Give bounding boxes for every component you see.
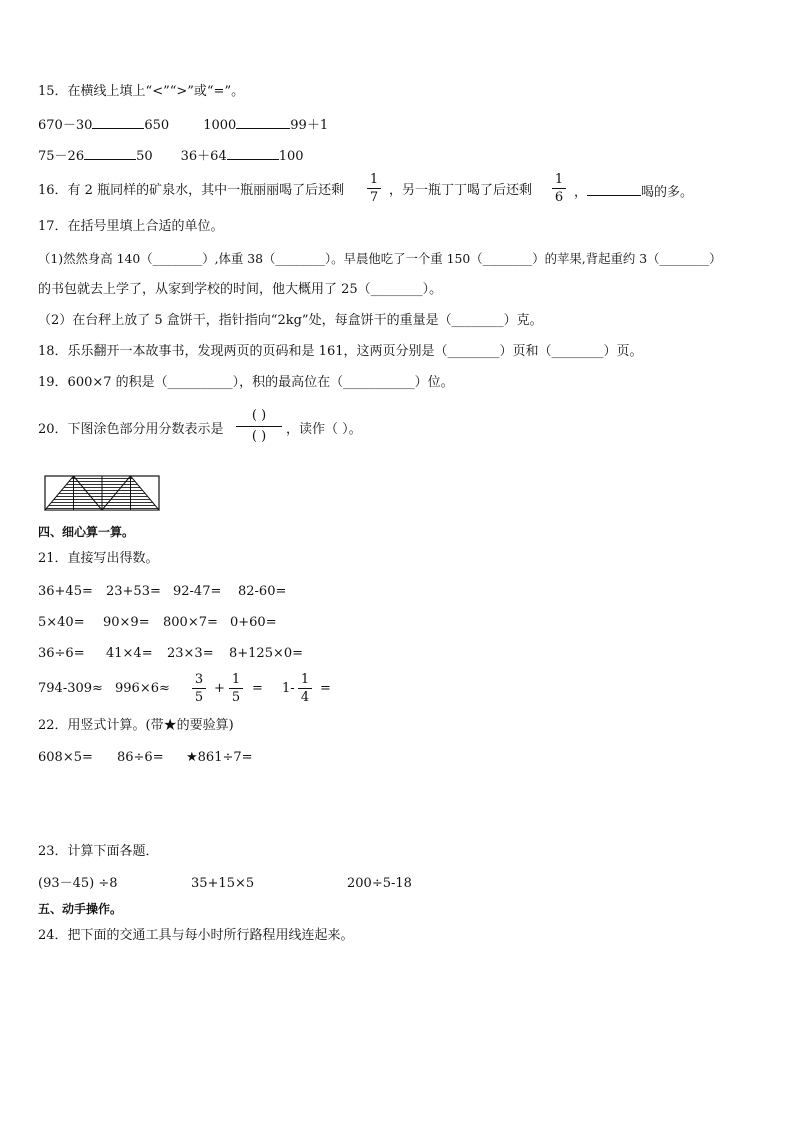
- calc-item: 35+15×5: [191, 876, 255, 891]
- calc-item: (93－45) ÷8: [38, 876, 118, 891]
- fraction-numerator: 1: [300, 672, 310, 687]
- q15-row1-a: 670－30: [38, 118, 93, 133]
- q16-fraction-2: [552, 172, 566, 205]
- calc-item: 23+53=: [106, 584, 161, 599]
- calc-item: 794-309≈: [38, 681, 103, 696]
- fraction-denominator: 4: [300, 690, 310, 705]
- q17-line3: （2）在台秤上放了 5 盒饼干，指针指向“2kg”处，每盒饼干的重量是（________）克。: [38, 313, 543, 328]
- plus-sign: +: [214, 681, 225, 696]
- fraction-denominator: 5: [194, 690, 204, 705]
- q16-text-cd: [574, 183, 693, 201]
- shaded-rectangle-figure: [44, 475, 160, 511]
- calc-item: 200÷5-18: [347, 876, 412, 891]
- q15-row1-d: 99＋1: [290, 118, 329, 133]
- q16-fraction-1: [367, 172, 381, 205]
- fraction-bar: [229, 688, 243, 689]
- fraction-denominator-paren: ( ): [251, 429, 267, 444]
- calc-item: 92-47=: [173, 584, 222, 599]
- q21-title: 21．直接写出得数。: [38, 551, 159, 566]
- q20-answer-fraction[interactable]: [236, 408, 282, 445]
- q15-row1-b: 650: [144, 118, 170, 133]
- section5-title: 五、动手操作。: [38, 902, 123, 916]
- fraction-bar: [367, 188, 381, 189]
- q17-line2: 的书包就去上学了，从家到学校的时间，他大概用了 25（________）。: [38, 282, 443, 297]
- q15-row2-d: 100: [278, 149, 304, 164]
- calc-item: 996×6≈: [115, 681, 170, 696]
- q19-text: 19．600×7 的积是（__________），积的最高位在（___________）位。: [38, 375, 454, 390]
- q15-row1: [38, 116, 328, 134]
- calc-item: 0+60=: [230, 615, 277, 630]
- q15-title: 15．在横线上填上“<”“>”或“=”。: [38, 84, 245, 99]
- fraction-numerator-paren: ( ): [251, 408, 267, 423]
- calc-item: 5×40=: [38, 615, 85, 630]
- fraction-numerator: 1: [369, 172, 379, 187]
- fraction-numerator: 1: [231, 672, 241, 687]
- q15-row2-c: 36＋64: [180, 149, 227, 164]
- q21-fraction-1-4: [298, 672, 312, 705]
- equals-sign: =: [320, 681, 331, 696]
- fraction-bar: [552, 188, 566, 189]
- fraction-denominator: 5: [231, 690, 241, 705]
- minus-prefix: 1-: [282, 681, 295, 696]
- fraction-bar: [192, 688, 206, 689]
- fraction-numerator: 3: [194, 672, 204, 687]
- fraction-bar: [236, 426, 282, 427]
- q17-line1: （1)然然身高 140（________）,体重 38（________）。早晨他吃了一个重 150（________）的苹果,背起重约 3（________）: [38, 251, 722, 266]
- q16-comma: ，: [574, 185, 588, 200]
- q23-title: 23．计算下面各题．: [38, 844, 159, 859]
- calc-item: ★861÷7=: [186, 750, 253, 765]
- q17-title: 17．在括号里填上合适的单位。: [38, 219, 224, 234]
- answer-blank[interactable]: [227, 147, 279, 160]
- answer-blank[interactable]: [236, 116, 290, 129]
- q15-row1-c: 1000: [203, 118, 237, 133]
- q21-fraction-3-5: [192, 672, 206, 705]
- calc-item: 82-60=: [238, 584, 287, 599]
- q24-text: 24．把下面的交通工具与每小时所行路程用线连起来。: [38, 928, 354, 943]
- fraction-numerator: 1: [554, 172, 564, 187]
- q15-row2-a: 75－26: [38, 149, 85, 164]
- q20-text-a: 20．下图涂色部分用分数表示是: [38, 422, 224, 437]
- calc-item: 23×3=: [167, 646, 214, 661]
- calc-item: 8+125×0=: [229, 646, 304, 661]
- section4-title: 四、细心算一算。: [38, 525, 135, 539]
- q15-row2-b: 50: [136, 149, 153, 164]
- calc-item: 36÷6=: [38, 646, 85, 661]
- equals-sign: =: [252, 681, 263, 696]
- q15-row2: [38, 147, 304, 165]
- answer-blank[interactable]: [92, 116, 144, 129]
- q16-text-d: 喝的多。: [641, 185, 694, 200]
- q20-text-b: ，读作（ ）。: [286, 422, 362, 437]
- answer-blank[interactable]: [587, 183, 641, 196]
- q18-text: 18．乐乐翻开一本故事书，发现两页的页码和是 161，这两页分别是（________）页和（________）页。: [38, 344, 643, 359]
- q22-title: 22．用竖式计算。(带★的要验算): [38, 718, 234, 733]
- q16-text-a: 16．有 2 瓶同样的矿泉水，其中一瓶丽丽喝了后还剩: [38, 183, 345, 198]
- q16-text-b: ，另一瓶丁丁喝了后还剩: [389, 183, 533, 198]
- fraction-denominator: 7: [369, 190, 379, 205]
- calc-item: 608×5=: [38, 750, 93, 765]
- fraction-denominator: 6: [554, 190, 564, 205]
- q21-fraction-1-5: [229, 672, 243, 705]
- calc-item: 800×7=: [163, 615, 218, 630]
- calc-item: 36+45=: [38, 584, 93, 599]
- answer-blank[interactable]: [84, 147, 136, 160]
- fraction-bar: [298, 688, 312, 689]
- calc-item: 86÷6=: [117, 750, 164, 765]
- calc-item: 41×4=: [106, 646, 153, 661]
- calc-item: 90×9=: [103, 615, 150, 630]
